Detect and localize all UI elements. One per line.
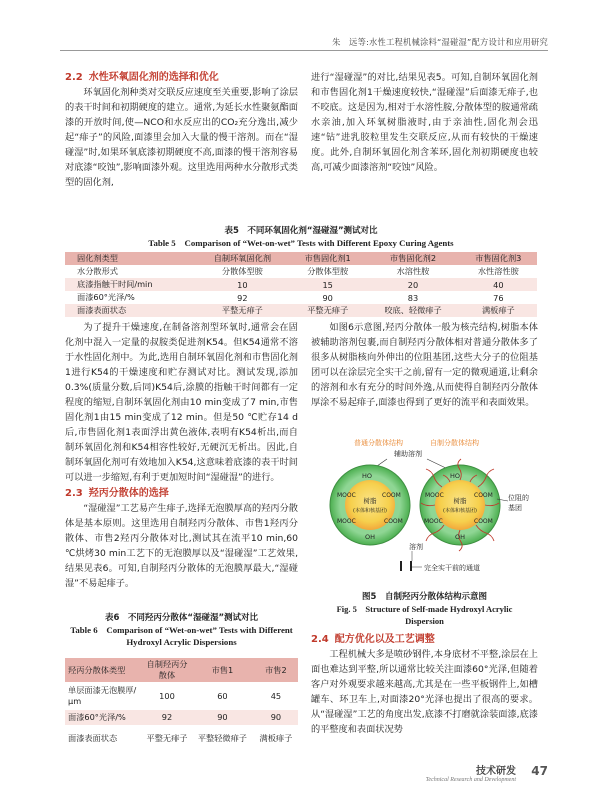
table-header-cell: 自制羟丙分散体 [143, 658, 191, 682]
table-header-cell: 市售固化剂2 [366, 252, 459, 265]
section-2-2-paragraph-2: 为了提升干燥速度,在制备溶剂型环氧时,通常会在固化剂中混入一定量的叔胺类促进剂K54。但K54通常不溶于水性固化剂中。为此,选用自制环氧固化剂和市售固化剂1进行K54的干燥速度和贮存测试对比。测试发现,添加0.3%(质量分数,后同)K54后,涂膜的指触干时间都有一定程度的缩短,自制环氧固化剂由10 min变成了7 min,市售固化剂1由15 min变成了12 min。但是50 ℃贮存14 d后,市售固化剂1表面浮出黄色液体,表明有K54析出,而自制环氧固化剂和K54相容性较好,无硬沉无析出。因此,自制环氧固化剂可有效地加入K54,这意味着底漆的表干时间可以进一步缩短,有利于更加短时间“湿碰湿”的进行。 [65, 322, 298, 483]
table-5-caption-en: Table 5 Comparison of “Wet-on-wet” Tests with Different Epoxy Curing Agents [148, 238, 454, 248]
figure-caption [311, 591, 538, 627]
table-cell: 90 [254, 710, 298, 725]
label-selfmade-structure: 自制分散体结构 [430, 439, 479, 447]
table-6-caption-en-2: Hydroxyl Acrylic Dispersions [126, 637, 237, 647]
table-cell: 90 [289, 291, 366, 304]
table-cell: 面漆表面状态 [65, 304, 196, 317]
section-2-2-paragraph-1b: 进行“湿碰湿”的对比,结果见表5。可知,自制环氧固化剂和市售固化剂1干燥速度较快,“湿碰湿”后面漆无痱子,也不咬底。这是因为,相对于水溶性胺,分散体型的胺通常疏水亲油,加入环氧树脂液时,由于亲油性,固化剂会迅速“钻”进乳胶粒里发生交联反应,从而有较快的干燥速度。此外,自制环氧固化剂含苯环,固化剂初期硬度也较高,可减少面漆溶剂“咬蚀”风险。 [311, 72, 538, 173]
table-cell: 40 [460, 278, 537, 291]
left-column-middle [65, 320, 298, 591]
table-cell: 100 [143, 682, 191, 710]
section-2-4-heading [311, 632, 538, 647]
table-cell: 15 [289, 278, 366, 291]
table-cell: 92 [143, 710, 191, 725]
label-solvent: 溶剂 [409, 543, 423, 551]
group-label-ho: HO [362, 472, 373, 480]
table-header-cell: 市售2 [254, 658, 298, 682]
table-row [65, 291, 537, 304]
table-cell: 76 [460, 291, 537, 304]
group-label-mooc: MOOC [337, 492, 356, 499]
core-label: 树脂 [453, 497, 467, 505]
table-cell: 平整无痱子 [196, 304, 289, 317]
table-row [65, 710, 298, 725]
label-ordinary-structure: 普通分散体结构 [354, 439, 403, 447]
section-number: 2.3 [65, 488, 83, 499]
running-header: 朱 远等:水性工程机械涂料“湿碰湿”配方设计和应用研究 [332, 37, 548, 47]
group-label-mooc: MOOC [337, 518, 356, 525]
table-6-caption [65, 612, 298, 648]
table-row [65, 304, 537, 317]
group-label-coom: COOM [474, 518, 493, 525]
section-title: 水性环氧固化剂的选择和优化 [88, 72, 219, 83]
table-cell: 分散体型胺 [196, 265, 289, 278]
section-2-4-paragraph: 工程机械大多是喷砂钢件,本身底材不平整,涂层在上面也难达到平整,所以通常比较关注面漆60°光泽,但随着客户对外观要求越来越高,尤其是在一些平板钢件上,如槽罐车、环卫车上,对面漆20°光泽也提出了很高的要求。从“湿碰湿”工艺的角度出发,底漆不打磨就涂装面漆,底漆的平整度和表面状况势 [311, 649, 538, 735]
left-column-top [65, 70, 298, 190]
footer-section-label [426, 762, 516, 783]
selfmade-particle [420, 459, 500, 551]
core-sublabel: (本体和核基团) [353, 508, 387, 514]
section-2-3-heading [65, 486, 298, 501]
table-cell: 分散体型胺 [289, 265, 366, 278]
table-6 [65, 658, 298, 751]
table-cell: 45 [254, 682, 298, 710]
group-label-coom: COOM [384, 518, 403, 525]
table-row [65, 278, 537, 291]
footer-label-en: Technical Research and Development [425, 777, 516, 783]
table-cell: 面漆表面状态 [65, 725, 143, 751]
table-cell: 水分散形式 [65, 265, 196, 278]
group-label-coom: COOM [382, 492, 401, 499]
table-6-header-row [65, 658, 298, 682]
table-cell: 满板痱子 [460, 304, 537, 317]
core-sublabel: (本体和核基团) [443, 508, 477, 514]
section-title: 羟丙分散体的选择 [88, 488, 169, 499]
figure-caption-en-2: Dispersion [405, 616, 444, 626]
section-number: 2.2 [65, 72, 83, 83]
table-cell: 满板痱子 [254, 725, 298, 751]
figure-description-paragraph: 如图6示意图,羟丙分散体一般为核壳结构,树脂本体被辅助溶剂包裹,而自制羟丙分散体相对普通分散体多了很多从树脂核向外伸出的位阻基团,这些大分子的位阻基团可以在涂层完全实干之前,留有一定的微观通道,让剩余的溶剂和水有充分的时间外逸,从而使得自制羟丙分散体厚涂不易起痱子,面漆也得到了更好的流平和表面效果。 [311, 322, 538, 408]
table-cell: 平整轻微痱子 [191, 725, 254, 751]
group-label-mooc: MOOC [424, 518, 443, 525]
table-cell: 83 [366, 291, 459, 304]
table-5 [65, 252, 537, 317]
group-label-coom: COOM [474, 492, 493, 499]
table-header-cell: 市售1 [191, 658, 254, 682]
right-column-middle [311, 320, 538, 410]
section-2-2-paragraph-1a: 环氧固化剂种类对交联反应速度至关重要,影响了涂层的表干时间和初期硬度的建立。通常,为延长水性聚氨酯面漆的开放时间,使—NCO和水反应出的CO₂充分逸出,减少起“痱子”的风险,面漆里会加入大量的慢干溶剂。而在“湿碰湿”时,如果环氧底漆初期硬度不高,面漆的慢干溶剂容易对底漆“咬蚀”,影响面漆外观。这里选用两种水分散形式类型的固化剂, [65, 87, 298, 188]
right-column-bottom [311, 632, 538, 737]
table-header-cell: 市售固化剂1 [289, 252, 366, 265]
table-row [65, 682, 298, 710]
table-cell: 10 [196, 278, 289, 291]
label-aux-solvent: 辅助溶剂 [394, 450, 422, 458]
table-row [65, 265, 537, 278]
table-header-cell: 自制环氧固化剂 [196, 252, 289, 265]
group-label-ho: HO [450, 472, 461, 480]
label-steric-group: 位阻的 [508, 494, 529, 502]
group-label-oh: OH [455, 533, 466, 541]
ordinary-particle [330, 465, 410, 545]
section-2-3-paragraph: “湿碰湿”工艺易产生痱子,选择无泡膜厚高的羟丙分散体是基本原则。这里选用自制羟丙分散体、市售1羟丙分散体、市售2羟丙分散体对比,测试其在流平10 min,60 ℃烘烤30 min工艺下的无泡膜厚以及“湿碰湿”工艺效果,结果见表6。可知,自制羟丙分散体的无泡膜厚最大,“湿碰湿”不易起痱子。 [65, 503, 298, 589]
table-6-caption-en-1: Table 6 Comparison of “Wet-on-wet” Tests with Different [70, 625, 293, 635]
table-5-caption-cn: 表5 不同环氧固化剂“湿碰湿”测试对比 [224, 226, 378, 236]
table-header-cell: 固化剂类型 [65, 252, 196, 265]
table-cell: 单层面漆无泡膜厚/μm [65, 682, 143, 710]
table-cell: 面漆60°光泽/% [65, 291, 196, 304]
table-cell: 底漆指触干时间/min [65, 278, 196, 291]
figure-caption-cn: 图5 自制羟丙分散体结构示意图 [362, 592, 487, 602]
core-label: 树脂 [363, 497, 377, 505]
table-cell: 水性溶性胺 [460, 265, 537, 278]
table-cell: 咬底、轻微痱子 [366, 304, 459, 317]
table-cell: 水溶性胺 [366, 265, 459, 278]
table-cell: 平整无痱子 [143, 725, 191, 751]
table-5-header-row [65, 252, 537, 265]
table-cell: 92 [196, 291, 289, 304]
section-title: 配方优化以及工艺调整 [334, 634, 435, 645]
table-5-caption [65, 225, 537, 249]
table-cell: 60 [191, 682, 254, 710]
table-cell: 20 [366, 278, 459, 291]
table-cell: 平整无痱子 [289, 304, 366, 317]
group-label-mooc: MOOC [425, 492, 444, 499]
footer-label-cn: 技术研发 [476, 766, 516, 777]
table-row [65, 725, 298, 751]
page-number: 47 [531, 764, 548, 778]
label-channel: 完全实干前的通道 [424, 564, 480, 572]
table-header-cell: 市售固化剂3 [460, 252, 537, 265]
table-cell: 90 [191, 710, 254, 725]
section-number: 2.4 [311, 634, 329, 645]
section-2-2-heading [65, 70, 298, 85]
figure-caption-en-1: Fig. 5 Structure of Self-made Hydroxyl Acrylic [336, 604, 513, 614]
table-header-cell: 羟丙分散体类型 [65, 658, 143, 682]
dispersion-structure-figure [312, 437, 538, 582]
label-steric-group-2: 基团 [508, 504, 522, 512]
table-6-caption-cn: 表6 不同羟丙分散体“湿碰湿”测试对比 [104, 613, 259, 623]
header-rule [60, 50, 548, 51]
group-label-oh: OH [365, 533, 376, 541]
right-column-top [311, 70, 538, 175]
table-cell: 面漆60°光泽/% [65, 710, 143, 725]
